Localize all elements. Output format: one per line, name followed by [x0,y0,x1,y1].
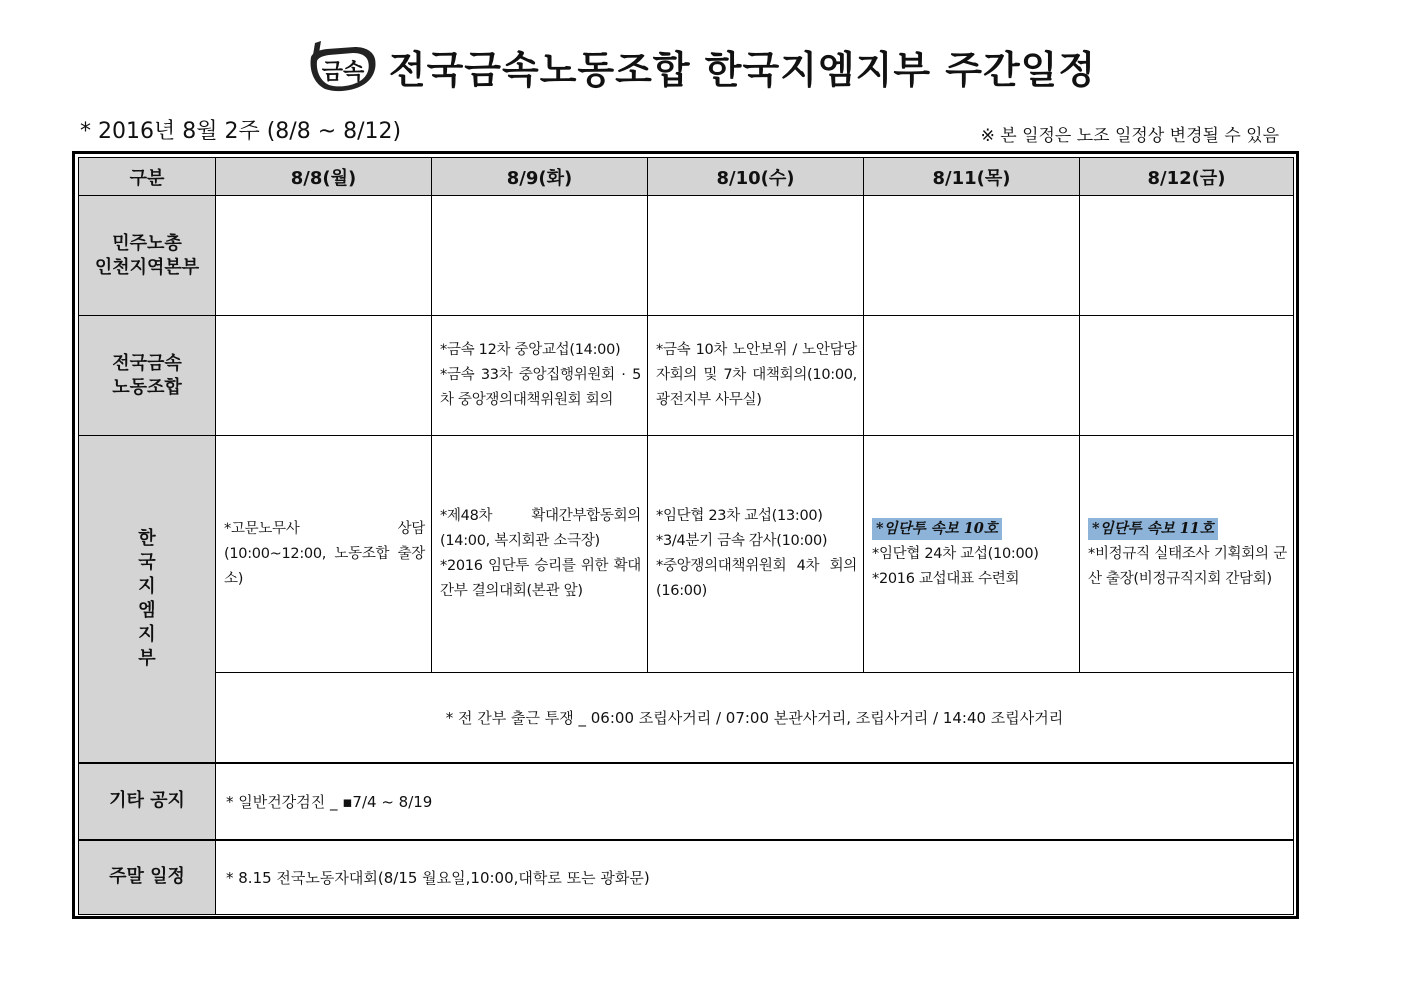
cell-kctu-mon [216,196,432,316]
cell-gm-thu [864,436,1080,673]
column-header-fri: 8/12(금) [1080,158,1294,196]
row-header-line: 인천지역본부 [94,256,200,278]
page-title: 전국금속노동조합 한국지엠지부 주간일정 [388,47,1097,92]
column-header-thu: 8/11(목) [864,158,1080,196]
schedule-item: *금속 33차 중앙집행위원회 · 5차 중앙쟁의대책위원회 회의 [440,367,641,408]
cell-gm-mon [216,436,432,673]
schedule-item: *2016 교섭대표 수련회 [872,570,1020,587]
cell-kmwu-fri [1080,316,1294,436]
cell-weekend: * 8.15 전국노동자대회(8/15 월요일,10:00,대학로 또는 광화문) [216,840,1294,915]
row-header-line: 노동조합 [112,376,182,398]
row-header-char: 엠 [138,599,156,621]
row-header-notice: 기타 공지 [79,763,216,840]
cell-gm-wed [648,436,864,673]
row-header-char: 부 [138,647,156,669]
fist-flag-emblem-icon [307,39,379,93]
schedule-item: *비정규직 실태조사 기획회의 군산 출장(비정규직지회 간담회) [1088,545,1287,587]
cell-gm-tue [432,436,648,673]
cell-kmwu-thu [864,316,1080,436]
schedule-item: *금속 12차 중앙교섭(14:00) [440,342,621,358]
row-header-gm [79,436,216,763]
row-header-weekend: 주말 일정 [79,840,216,915]
schedule-item: *임단협 23차 교섭(13:00) [656,508,823,524]
column-header-mon: 8/8(월) [216,158,432,196]
schedule-item: *3/4분기 금속 감사(10:00) [656,533,828,549]
table-row-weekend [79,840,1294,915]
cell-kctu-wed [648,196,864,316]
cell-kctu-thu [864,196,1080,316]
table-row-notice [79,763,1294,840]
change-notice: ※ 본 일정은 노조 일정상 변경될 수 있음 [980,126,1279,146]
row-header-kmwu [79,316,216,436]
table-row-gm-common [79,673,1294,763]
schedule-table [78,157,1294,915]
header-row [79,158,1294,196]
cell-kmwu-mon [216,316,432,436]
cell-gm-fri [1080,436,1294,673]
row-header-line: 전국금속 [112,352,182,374]
row-header-char: 국 [138,551,156,573]
schedule-item: *중앙쟁의대책위원회 4차 회의(16:00) [656,558,857,599]
table-row-kmwu [79,316,1294,436]
logo-text: 금속 [321,60,365,85]
schedule-item: *2016 임단투 승리를 위한 확대간부 결의대회(본관 앞) [440,558,641,599]
row-header-line: 민주노총 [112,232,182,254]
column-header-category: 구분 [79,158,216,196]
schedule-item: *제48차 확대간부합동회의(14:00, 복지회관 소극장) [440,508,641,549]
table-row-kctu [79,196,1294,316]
row-header-kctu [79,196,216,316]
week-range: * 2016년 8월 2주 (8/8 ~ 8/12) [80,119,402,144]
cell-kctu-tue [432,196,648,316]
cell-kmwu-wed [648,316,864,436]
column-header-tue: 8/9(화) [432,158,648,196]
schedule-frame [72,151,1299,919]
row-header-char: 한 [138,527,156,549]
column-header-wed: 8/10(수) [648,158,864,196]
schedule-item: *고문노무사 상담(10:00~12:00, 노동조합 출장소) [224,520,425,587]
row-header-char: 지 [138,575,156,597]
title-bar [0,36,1403,96]
cell-notice: * 일반건강검진 _ ▪7/4 ~ 8/19 [216,763,1294,840]
row-header-char: 지 [138,623,156,645]
highlight-bulletin: *임단투 속보 10호 [872,518,1002,540]
table-row-gm [79,436,1294,673]
schedule-item: *임단협 24차 교섭(10:00) [872,545,1039,562]
cell-kctu-fri [1080,196,1294,316]
cell-gm-common: * 전 간부 출근 투쟁 _ 06:00 조립사거리 / 07:00 본관사거리, 조립사거리 / 14:40 조립사거리 [216,673,1294,763]
highlight-bulletin: *임단투 속보 11호 [1088,518,1218,540]
cell-kmwu-tue [432,316,648,436]
schedule-item: *금속 10차 노안보위 / 노안담당자회의 및 7차 대책회의(10:00,광전지부 사무실) [656,342,857,408]
